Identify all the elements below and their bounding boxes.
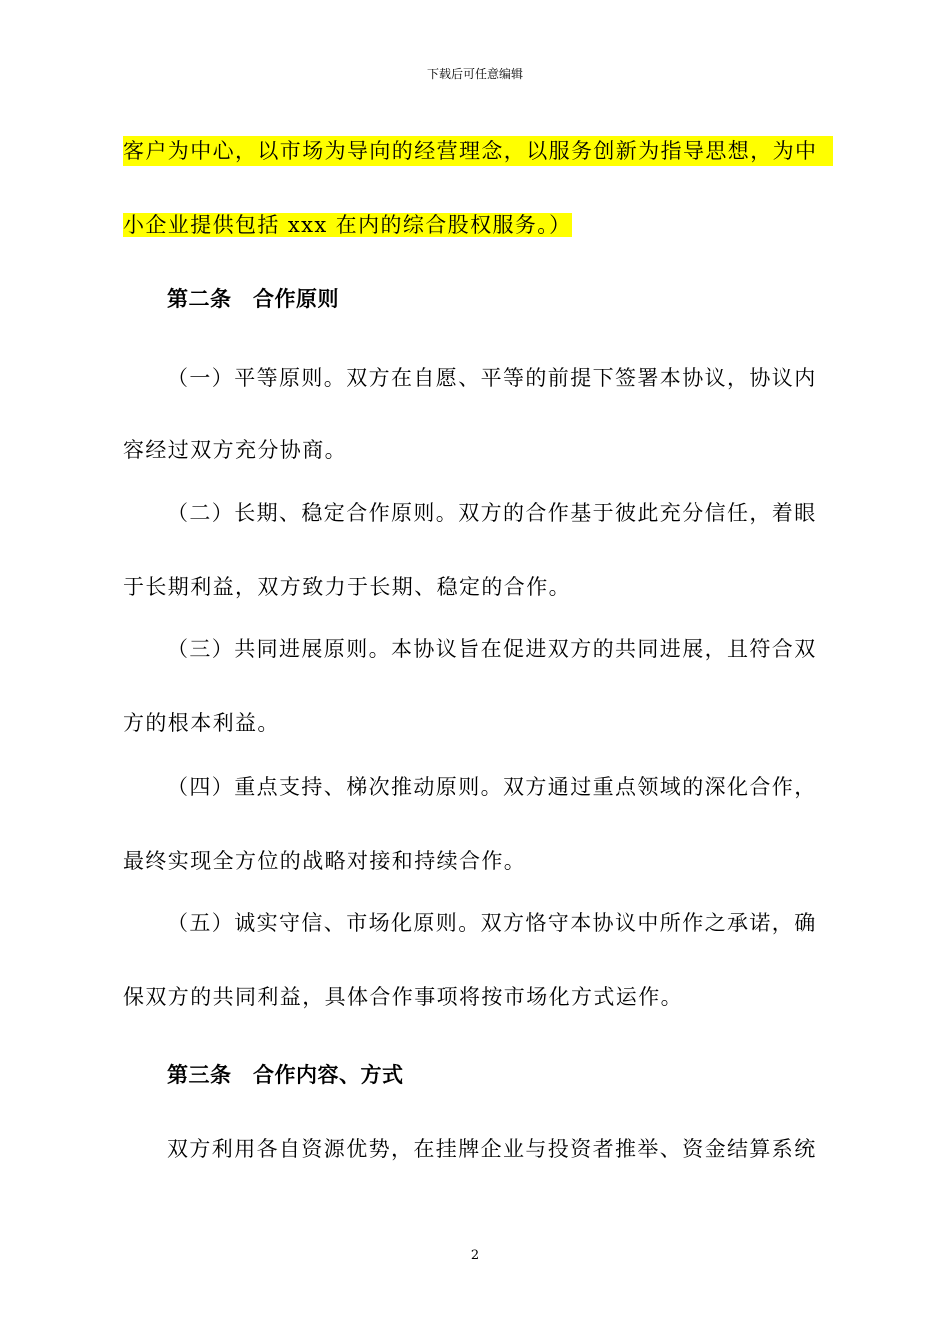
highlighted-text-line: 客户为中心，以市场为导向的经营理念，以服务创新为指导思想，为中 [123, 136, 833, 166]
highlighted-text-line [123, 210, 833, 240]
paragraph-line: （二）长期、稳定合作原则。双方的合作基于彼此充分信任，着眼 [167, 501, 817, 525]
paragraph-line: （四）重点支持、梯次推动原则。双方通过重点领域的深化合作， [167, 775, 817, 799]
paragraph-line: 保双方的共同利益，具体合作事项将按市场化方式运作。 [123, 985, 683, 1009]
section-heading-article-3: 第三条 合作内容、方式 [167, 1063, 404, 1087]
section-heading-article-2: 第二条 合作原则 [167, 287, 339, 311]
page-number: 2 [470, 1248, 480, 1263]
paragraph-line: （一）平等原则。双方在自愿、平等的前提下签署本协议，协议内 [167, 366, 817, 390]
page-header: 下载后可任意编辑 [426, 67, 523, 81]
paragraph-line: （三）共同进展原则。本协议旨在促进双方的共同进展，且符合双 [167, 637, 817, 661]
paragraph-line: （五）诚实守信、市场化原则。双方恪守本协议中所作之承诺，确 [167, 911, 817, 935]
highlight-span: 小企业提供包括 xxx 在内的综合股权服务。） [123, 213, 572, 237]
paragraph-line: 双方利用各自资源优势，在挂牌企业与投资者推举、资金结算系统 [167, 1137, 817, 1161]
paragraph-line: 最终实现全方位的战略对接和持续合作。 [123, 849, 527, 873]
paragraph-line: 容经过双方充分协商。 [123, 438, 347, 462]
paragraph-line: 方的根本利益。 [123, 711, 280, 735]
paragraph-line: 于长期利益，双方致力于长期、稳定的合作。 [123, 575, 571, 599]
